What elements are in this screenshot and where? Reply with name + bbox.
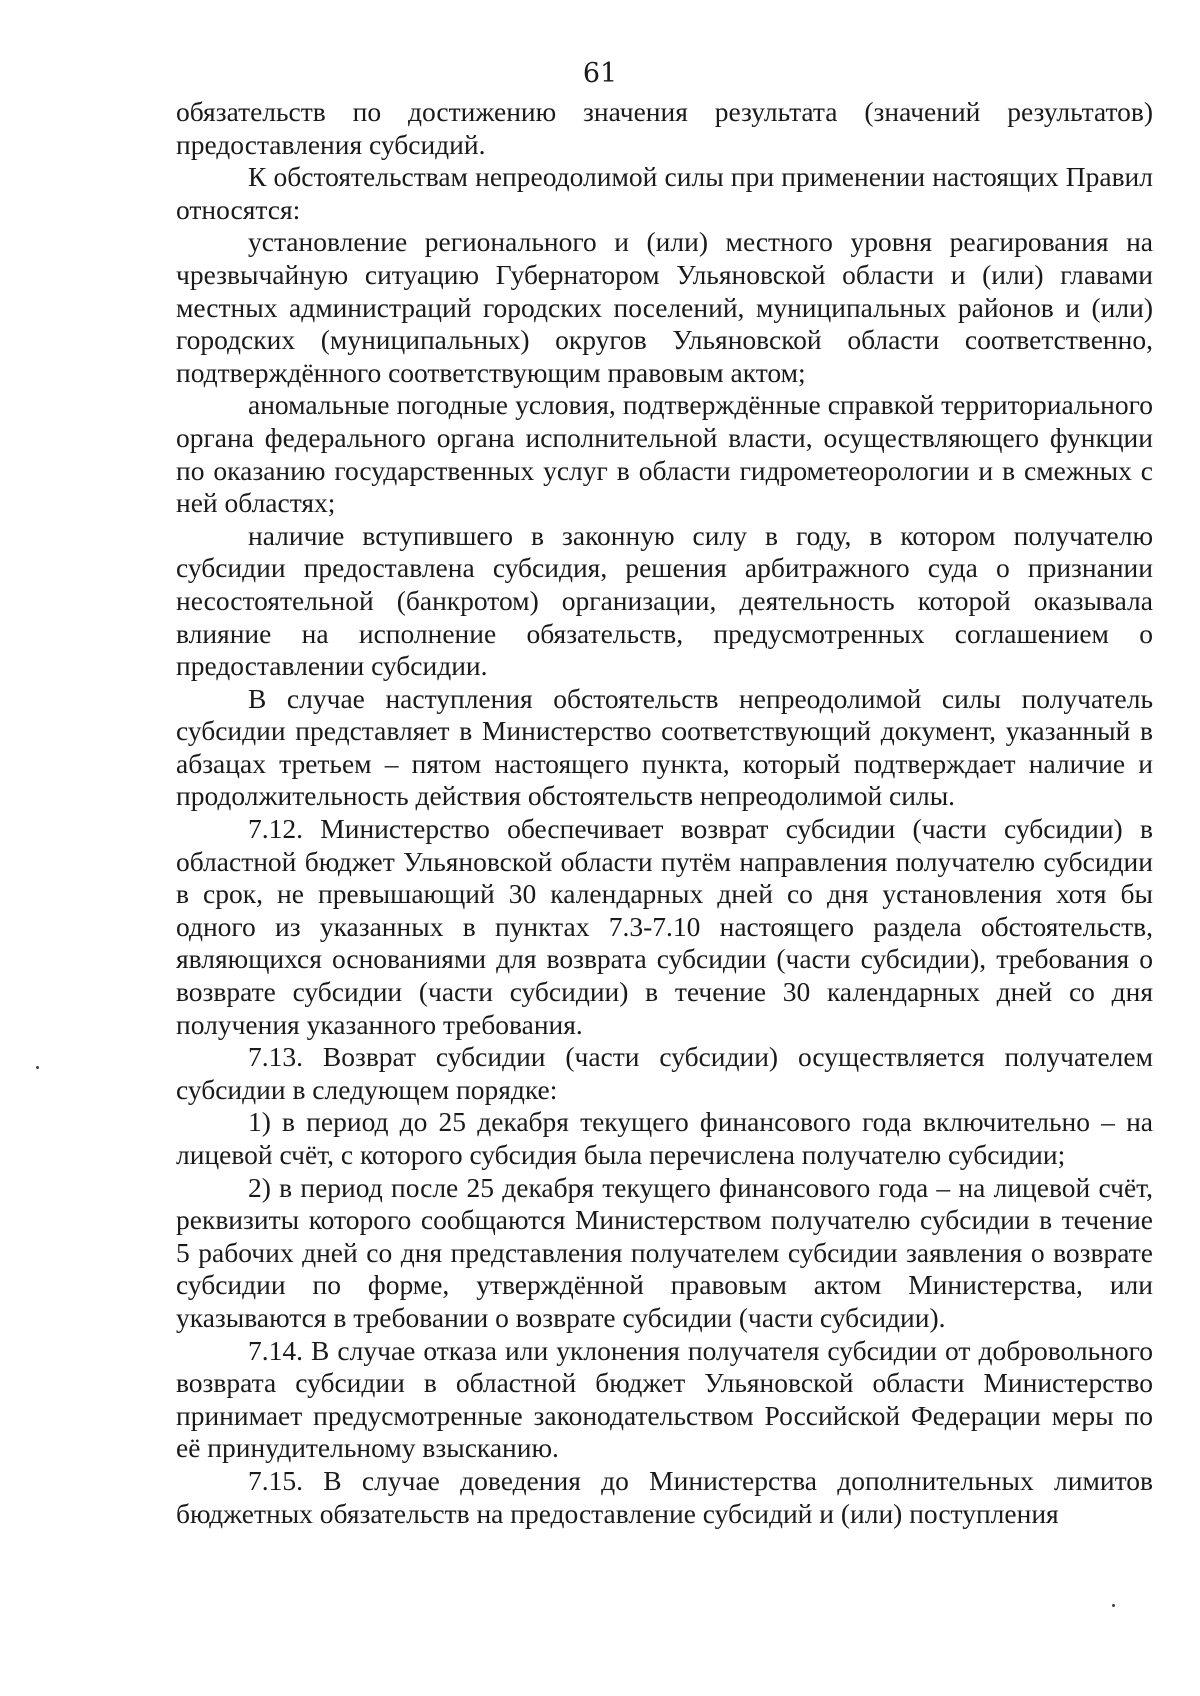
paragraph-force-majeure-documents: В случае наступления обстоятельств непреодолимой силы получатель субсидии представляет в Министерство соответствующий документ, указанный в абзацах третьем – пятом настоящего пункта, который подтверждает наличие и продолжительность действия обстоятельств непреодолимой силы.: [176, 682, 1153, 812]
paragraph-7-14: 7.14. В случае отказа или уклонения получателя субсидии от добровольного возврата субсидии в областной бюджет Ульяновской области Министерство принимает предусмотренные законодательством Российской Федерации меры по её принудительному взысканию.: [176, 1334, 1153, 1464]
paragraph-7-13: 7.13. Возврат субсидии (части субсидии) осуществляется получателем субсидии в следующем порядке:: [176, 1041, 1153, 1105]
document-body: [176, 96, 1153, 1530]
paragraph-force-majeure-intro: К обстоятельствам непреодолимой силы при применении настоящих Правил относятся:: [176, 161, 1153, 225]
scan-speck: [36, 1066, 39, 1069]
paragraph-7-13-item-1: 1) в период до 25 декабря текущего финансового года включительно – на лицевой счёт, с которого субсидия была перечислена получателю субсидии;: [176, 1106, 1153, 1170]
scan-speck: [1112, 1604, 1115, 1607]
paragraph-7-13-item-2: 2) в период после 25 декабря текущего финансового года – на лицевой счёт, реквизиты которого сообщаются Министерством получателю субсидии в течение 5 рабочих дней со дня представления получателем субсидии заявления о возврате субсидии по форме, утверждённой правовым актом Министерства, или указываются в требовании о возврате субсидии (части субсидии).: [176, 1171, 1153, 1333]
paragraph-7-12: 7.12. Министерство обеспечивает возврат субсидии (части субсидии) в областной бюджет Ульяновской области путём направления получателю субсидии в срок, не превышающий 30 календарных дней со дня установления хотя бы одного из указанных в пунктах 7.3-7.10 настоящего раздела обстоятельств, являющихся основаниями для возврата субсидии (части субсидии), требования о возврате субсидии (части субсидии) в течение 30 календарных дней со дня получения указанного требования.: [176, 813, 1153, 1040]
paragraph-abnormal-weather: аномальные погодные условия, подтверждённые справкой территориального органа федерального органа исполнительной власти, осуществляющего функции по оказанию государственных услуг в области гидрометеорологии и в смежных с ней областях;: [176, 389, 1153, 519]
paragraph-continuation: обязательств по достижению значения результата (значений результатов) предоставления субсидий.: [176, 96, 1153, 160]
page-number: 61: [582, 58, 618, 89]
paragraph-bankruptcy-decision: наличие вступившего в законную силу в году, в котором получателю субсидии предоставлена субсидия, решения арбитражного суда о признании несостоятельной (банкротом) организации, деятельность которой оказывала влияние на исполнение обязательств, предусмотренных соглашением о предоставлении субсидии.: [176, 519, 1153, 682]
paragraph-7-15: 7.15. В случае доведения до Министерства дополнительных лимитов бюджетных обязательств на предоставление субсидий и (или) поступления: [176, 1464, 1153, 1529]
paragraph-emergency-response: установление регионального и (или) местного уровня реагирования на чрезвычайную ситуацию Губернатором Ульяновской области и (или) главами местных администраций городских поселений, муниципальных районов и (или) городских (муниципальных) округов Ульяновской области соответственно, подтверждённого соответствующим правовым актом;: [176, 226, 1153, 388]
